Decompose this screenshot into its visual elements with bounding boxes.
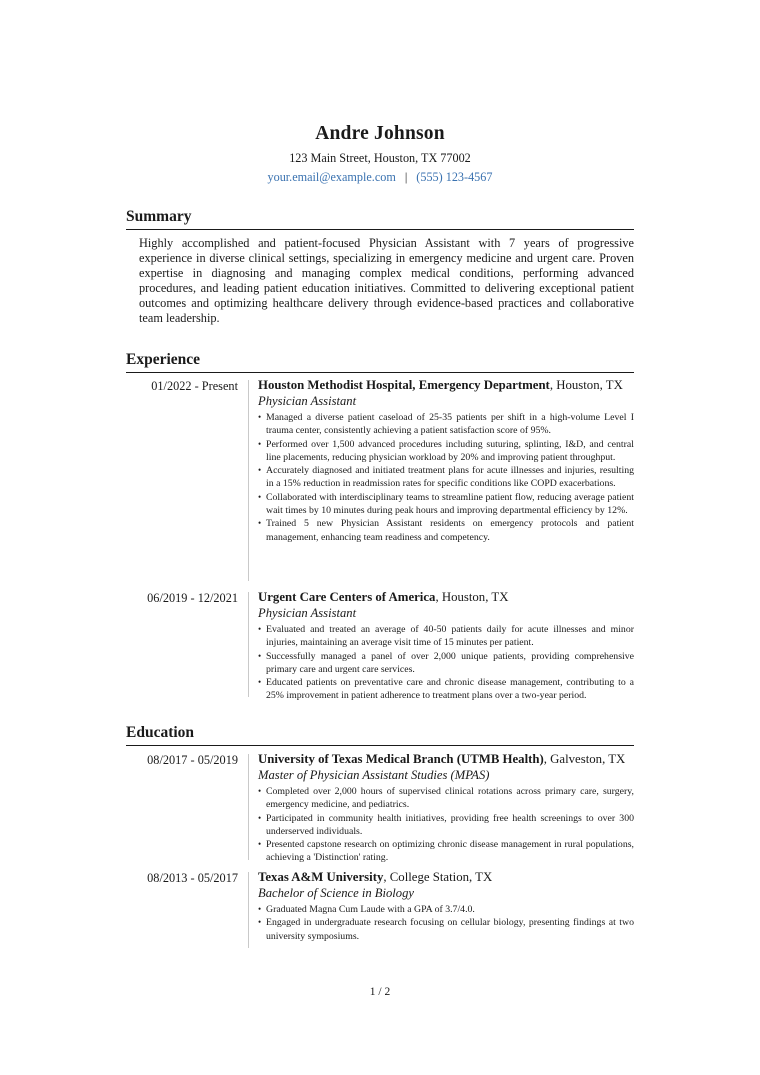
bullet-item: • Completed over 2,000 hours of supervised clinical rotations across primary care, surgery, emergency medicine, and pediatrics. [258, 785, 634, 812]
entry-title [258, 870, 634, 885]
bullet-item: • Performed over 1,500 advanced procedures including suturing, splinting, I&D, and central line placements, reducing physician workload by 20% and improving patient throughput. [258, 438, 634, 465]
bullet-item: • Presented capstone research on optimizing chronic disease management in rural populations, achieving a 'Distinction' rating. [258, 838, 634, 865]
entry-organization: Texas A&M University [258, 870, 384, 884]
bullet-item: • Successfully managed a panel of over 2,000 unique patients, providing comprehensive primary care and urgent care services. [258, 650, 634, 677]
entry-body [258, 590, 634, 703]
bullet-item: • Trained 5 new Physician Assistant residents on emergency protocols and patient management, enhancing team readiness and competency. [258, 517, 634, 544]
entry-date: 08/2017 - 05/2019 [147, 753, 238, 767]
summary-text: Highly accomplished and patient-focused Physician Assistant with 7 years of progressive experience in diverse clinical settings, specializing in emergency medicine and urgent care. Proven expertise in diagnosing and managing complex medical conditions, performing advanced procedures, and leading patient education initiatives. Committed to delivering exceptional patient outcomes and optimizing healthcare delivery through evidence-based practices and collaborative team leadership. [139, 236, 634, 325]
experience-entry [126, 590, 634, 702]
entry-date: 01/2022 - Present [151, 379, 238, 393]
bullet-item: • Educated patients on preventative care and chronic disease management, contributing to a 25% improvement in patient adherence to treatment plans over a two-year period. [258, 676, 634, 703]
entry-bullets [258, 411, 634, 544]
bullet-item: • Participated in community health initiatives, providing free health screenings to over 300 underserved individuals. [258, 812, 634, 839]
entry-location: , Houston, TX [549, 378, 623, 392]
timeline-divider [248, 592, 249, 697]
entry-role: Master of Physician Assistant Studies (MPAS) [258, 768, 490, 782]
phone-link[interactable]: (555) 123-4567 [416, 170, 493, 184]
entry-location: , Houston, TX [435, 590, 509, 604]
entry-bullets [258, 623, 634, 703]
entry-title [258, 752, 634, 767]
education-entry [126, 870, 634, 948]
resume-header [0, 122, 760, 185]
education-entry [126, 752, 634, 864]
timeline-divider [248, 380, 249, 581]
entry-organization: Urgent Care Centers of America [258, 590, 436, 604]
entry-date: 08/2013 - 05/2017 [147, 871, 238, 885]
entry-role: Physician Assistant [258, 606, 357, 620]
timeline-divider [248, 872, 249, 948]
bullet-item: • Evaluated and treated an average of 40-50 patients daily for acute illnesses and minor injuries, maintaining an average visit time of 15 minutes per patient. [258, 623, 634, 650]
experience-entry [126, 378, 634, 581]
page-number: 1 / 2 [369, 986, 391, 998]
bullet-item: • Accurately diagnosed and initiated treatment plans for acute illnesses and injuries, resulting in a 15% reduction in readmission rates for specific conditions like COPD exacerbations. [258, 464, 634, 491]
entry-location: , College Station, TX [383, 870, 493, 884]
entry-date: 06/2019 - 12/2021 [147, 591, 238, 605]
entry-title [258, 590, 634, 605]
contact-line [0, 170, 760, 185]
entry-role: Physician Assistant [258, 394, 357, 408]
entry-title [258, 378, 634, 393]
entry-body [258, 870, 634, 943]
bullet-item: • Collaborated with interdisciplinary teams to streamline patient flow, reducing average patient wait times by 10 minutes during peak hours and improving departmental efficiency by 12%. [258, 491, 634, 518]
bullet-item: • Managed a diverse patient caseload of 25-35 patients per shift in a high-volume Level I trauma center, consistently achieving a patient satisfaction score of 95%. [258, 411, 634, 438]
summary-heading: Summary [126, 208, 634, 230]
bullet-item: • Graduated Magna Cum Laude with a GPA of 3.7/4.0. [258, 903, 634, 916]
candidate-name: Andre Johnson [315, 123, 445, 144]
entry-location: , Galveston, TX [543, 752, 626, 766]
entry-organization: Houston Methodist Hospital, Emergency Department [258, 378, 550, 392]
entry-bullets [258, 785, 634, 865]
entry-role: Bachelor of Science in Biology [258, 886, 414, 900]
entry-body [258, 752, 634, 865]
entry-body [258, 378, 634, 544]
education-heading: Education [126, 724, 634, 746]
bullet-item: • Engaged in undergraduate research focusing on cellular biology, presenting findings at two university symposiums. [258, 916, 634, 943]
entry-organization: University of Texas Medical Branch (UTMB Health) [258, 752, 544, 766]
contact-separator: | [404, 170, 408, 184]
experience-heading: Experience [126, 351, 634, 373]
address: 123 Main Street, Houston, TX 77002 [289, 151, 471, 165]
timeline-divider [248, 754, 249, 860]
email-link[interactable]: your.email@example.com [267, 170, 396, 184]
entry-bullets [258, 903, 634, 943]
